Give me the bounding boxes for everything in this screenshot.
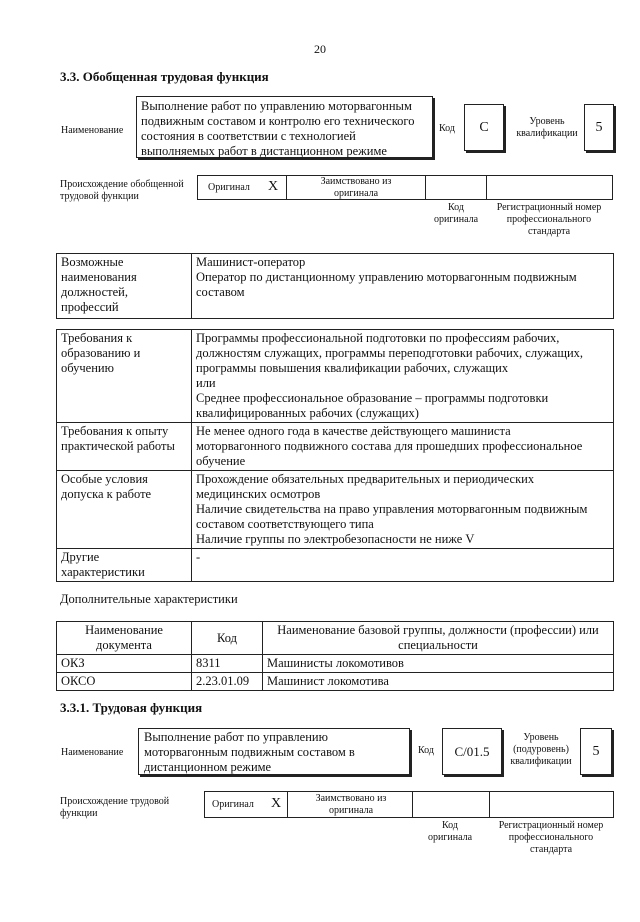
sub-function-name-line: Выполнение работ по управлению <box>144 730 328 744</box>
divider <box>425 176 426 199</box>
requirement-value <box>192 471 614 549</box>
requirement-label <box>57 471 192 549</box>
positions-value-line: Машинист-оператор <box>196 255 306 269</box>
requirement-value-line: должностям служащих, программы переподготовки рабочих, служащих, <box>196 346 584 360</box>
positions-row <box>57 254 614 319</box>
requirement-value-line: медицинских осмотров <box>196 487 321 501</box>
requirement-value-line: составом соответствующего типа <box>196 517 374 531</box>
subsection-title: 3.3.1. Трудовая функция <box>60 700 203 715</box>
requirement-value-line: Наличие группы по электробезопасности не ниже V <box>196 532 475 546</box>
sub-origin-label-line: функции <box>60 808 98 819</box>
header-doc <box>57 622 192 655</box>
sub-code-original-line: Код <box>442 820 458 831</box>
requirement-label <box>57 330 192 423</box>
borrowed-label-line: оригинала <box>333 188 379 199</box>
level-label <box>510 116 584 140</box>
page-number: 20 <box>314 42 326 56</box>
original-label: Оригинал <box>208 182 250 193</box>
requirement-value <box>192 549 614 582</box>
row-doc: ОКЗ <box>57 655 192 673</box>
code-original-line: Код <box>448 202 464 213</box>
code-label: Код <box>439 123 455 134</box>
positions-value-line: Оператор по дистанционному управлению моторвагонным подвижным <box>196 270 577 284</box>
sub-reg-number-label <box>488 820 614 856</box>
sub-level-label-line: квалификации <box>510 756 572 767</box>
row-code: 8311 <box>192 655 263 673</box>
positions-value <box>192 254 614 319</box>
requirement-value-line: - <box>196 550 201 564</box>
requirement-value-line: Среднее профессиональное образование – программы подготовки <box>196 391 549 405</box>
borrowed-label <box>288 176 424 200</box>
sub-level-label-line: (подуровень) <box>513 744 569 755</box>
requirement-value-line: квалифицированных рабочих (служащих) <box>196 406 419 420</box>
requirement-value <box>192 330 614 423</box>
sub-level-value: 5 <box>580 728 612 775</box>
requirement-label <box>57 549 192 582</box>
requirement-label-line: обучению <box>61 361 114 375</box>
origin-label <box>60 179 184 203</box>
function-name-box <box>136 96 433 158</box>
row-doc: ОКСО <box>57 673 192 691</box>
original-mark: X <box>268 179 279 194</box>
additional-table <box>56 621 614 691</box>
origin-label-line: трудовой функции <box>60 191 139 202</box>
header-name-line: специальности <box>398 638 478 652</box>
sub-function-name-line: дистанционном режиме <box>144 760 272 774</box>
requirement-label-line: Требования к <box>61 331 133 345</box>
sub-name-label: Наименование <box>61 747 124 758</box>
additional-title: Дополнительные характеристики <box>60 592 238 606</box>
table-row <box>57 673 614 691</box>
sub-function-name-box <box>138 728 410 775</box>
requirement-label-line: практической работы <box>61 439 175 453</box>
reg-number-label <box>487 202 611 238</box>
reg-number-line: Регистрационный номер <box>496 202 602 213</box>
header-name <box>263 622 614 655</box>
header-name-line: Наименование базовой группы, должности (профессии) или <box>277 623 599 637</box>
divider <box>286 176 287 199</box>
function-name-line: выполняемых работ в дистанционном режиме <box>141 144 387 158</box>
code-original-line: оригинала <box>433 214 479 225</box>
function-name-line: подвижным составом и контролю его технического <box>141 114 415 128</box>
sub-level-label <box>506 732 576 768</box>
sub-borrowed-label <box>289 793 413 817</box>
requirement-label-line: Особые условия <box>61 472 148 486</box>
row-name: Машинист локомотива <box>263 673 614 691</box>
positions-label-line: Возможные <box>61 255 124 269</box>
divider <box>489 792 490 817</box>
positions-label-line: наименования <box>61 270 137 284</box>
origin-box <box>197 175 613 200</box>
sub-origin-label <box>60 796 169 820</box>
requirement-label-line: образованию и <box>61 346 141 360</box>
row-name: Машинисты локомотивов <box>263 655 614 673</box>
sub-code-original-line: оригинала <box>427 832 473 843</box>
positions-label-line: должностей, <box>61 285 128 299</box>
sub-function-name-line: моторвагонным подвижным составом в <box>144 745 355 759</box>
level-label-line: Уровень <box>529 116 565 127</box>
requirement-label <box>57 423 192 471</box>
header-doc-line: Наименование <box>85 623 163 637</box>
additional-header-row <box>57 622 614 655</box>
requirement-value-line: программы повышения квалификации рабочих, служащих <box>196 361 509 375</box>
requirement-value-line: моторвагонного подвижного состава для прошедших профессиональное <box>196 439 583 453</box>
sub-borrowed-label-line: Заимствовано из <box>315 793 387 804</box>
requirement-value-line: Не менее одного года в качестве действующего машиниста <box>196 424 511 438</box>
sub-reg-number-line: стандарта <box>529 844 573 855</box>
requirement-value-line: Прохождение обязательных предварительных и периодических <box>196 472 535 486</box>
positions-table <box>56 253 614 319</box>
borrowed-label-line: Заимствовано из <box>320 176 392 187</box>
requirement-value-line: обучение <box>196 454 246 468</box>
divider <box>412 792 413 817</box>
sub-code-value: C/01.5 <box>442 728 502 775</box>
requirements-row <box>57 423 614 471</box>
origin-label-line: Происхождение обобщенной <box>60 179 184 190</box>
table-row <box>57 655 614 673</box>
sub-original-label: Оригинал <box>212 799 254 810</box>
level-label-line: квалификации <box>516 128 578 139</box>
requirement-label-line: Другие <box>61 550 100 564</box>
requirement-value-line: Наличие свидетельства на право управления моторвагонным подвижным <box>196 502 588 516</box>
sub-code-original-label <box>418 820 482 844</box>
requirements-row <box>57 549 614 582</box>
requirement-value-line: или <box>196 376 216 390</box>
level-value: 5 <box>584 104 614 151</box>
header-code: Код <box>192 622 263 655</box>
reg-number-line: профессионального <box>506 214 592 225</box>
sub-origin-label-line: Происхождение трудовой <box>60 796 170 807</box>
positions-label-line: профессий <box>61 300 119 314</box>
sub-level-label-line: Уровень <box>523 732 559 743</box>
sub-reg-number-line: Регистрационный номер <box>498 820 604 831</box>
sub-code-label: Код <box>418 745 434 756</box>
divider <box>287 792 288 817</box>
requirement-value <box>192 423 614 471</box>
row-code: 2.23.01.09 <box>192 673 263 691</box>
requirements-row <box>57 471 614 549</box>
sub-borrowed-label-line: оригинала <box>328 805 374 816</box>
code-original-label <box>427 202 485 226</box>
requirement-label-line: Требования к опыту <box>61 424 169 438</box>
positions-value-line: составом <box>196 285 245 299</box>
sub-origin-box <box>204 791 614 818</box>
function-name-line: состояния в соответствии с технологией <box>141 129 356 143</box>
name-label: Наименование <box>61 125 124 136</box>
divider <box>486 176 487 199</box>
sub-reg-number-line: профессионального <box>508 832 594 843</box>
requirement-label-line: характеристики <box>61 565 145 579</box>
function-name-line: Выполнение работ по управлению моторвагонным <box>141 99 412 113</box>
requirements-table <box>56 329 614 582</box>
code-value: C <box>464 104 504 151</box>
sub-original-mark: X <box>271 796 282 811</box>
requirements-row <box>57 330 614 423</box>
requirement-value-line: Программы профессиональной подготовки по профессиям рабочих, <box>196 331 560 345</box>
requirement-label-line: допуска к работе <box>61 487 152 501</box>
positions-label <box>57 254 192 319</box>
section-title: 3.3. Обобщенная трудовая функция <box>60 69 269 84</box>
header-doc-line: документа <box>96 638 152 652</box>
reg-number-line: стандарта <box>527 226 571 237</box>
